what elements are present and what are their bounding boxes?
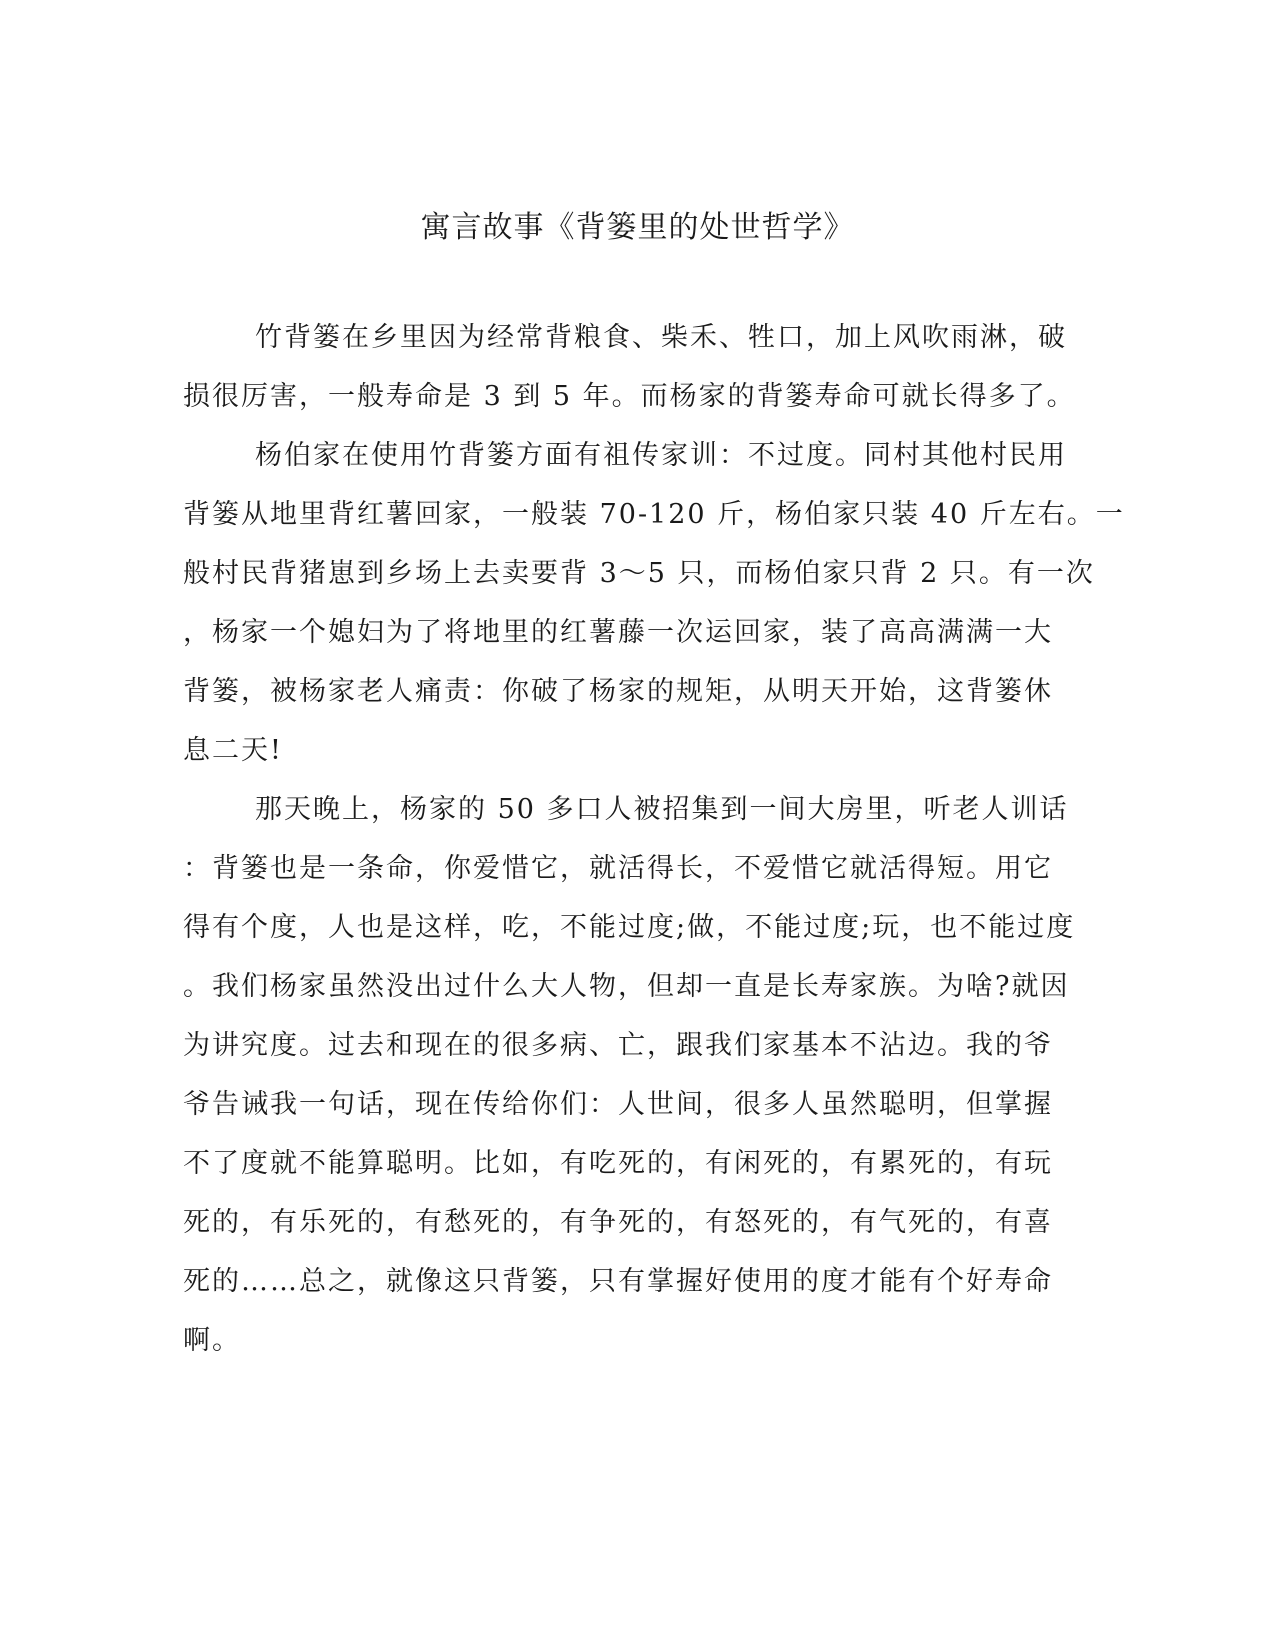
text-line: ，杨家一个媳妇为了将地里的红薯藤一次运回家，装了高高满满一大	[183, 617, 1053, 648]
text-line: 息二天!	[183, 735, 283, 766]
text-line: 背篓从地里背红薯回家，一般装 70-120 斤，杨伯家只装 40 斤左右。一	[183, 499, 1125, 530]
text-line: 为讲究度。过去和现在的很多病、亡，跟我们家基本不沾边。我的爷	[183, 1030, 1053, 1061]
text-line: 般村民背猪崽到乡场上去卖要背 3～5 只，而杨伯家只背 2 只。有一次	[183, 558, 1095, 589]
text-line: ：背篓也是一条命，你爱惜它，就活得长，不爱惜它就活得短。用它	[183, 853, 1053, 884]
text-line: 得有个度，人也是这样，吃，不能过度;做，不能过度;玩，也不能过度	[183, 912, 1076, 943]
text-line: 死的……总之，就像这只背篓，只有掌握好使用的度才能有个好寿命	[183, 1266, 1053, 1297]
text-line: 啊。	[183, 1325, 241, 1356]
document-title: 寓言故事《背篓里的处世哲学》	[420, 210, 855, 245]
text-line: 那天晚上，杨家的 50 多口人被招集到一间大房里，听老人训话	[255, 794, 1069, 825]
text-line: 损很厉害，一般寿命是 3 到 5 年。而杨家的背篓寿命可就长得多了。	[183, 381, 1076, 412]
text-line: 。我们杨家虽然没出过什么大人物，但却一直是长寿家族。为啥?就因	[183, 971, 1070, 1002]
text-line: 背篓，被杨家老人痛责：你破了杨家的规矩，从明天开始，这背篓休	[183, 676, 1053, 707]
text-line: 不了度就不能算聪明。比如，有吃死的，有闲死的，有累死的，有玩	[183, 1148, 1053, 1179]
text-line: 爷告诫我一句话，现在传给你们：人世间，很多人虽然聪明，但掌握	[183, 1089, 1053, 1120]
text-line: 死的，有乐死的，有愁死的，有争死的，有怒死的，有气死的，有喜	[183, 1207, 1053, 1238]
text-line: 竹背篓在乡里因为经常背粮食、柴禾、牲口，加上风吹雨淋，破	[255, 322, 1067, 353]
text-line: 杨伯家在使用竹背篓方面有祖传家训：不过度。同村其他村民用	[255, 440, 1067, 471]
